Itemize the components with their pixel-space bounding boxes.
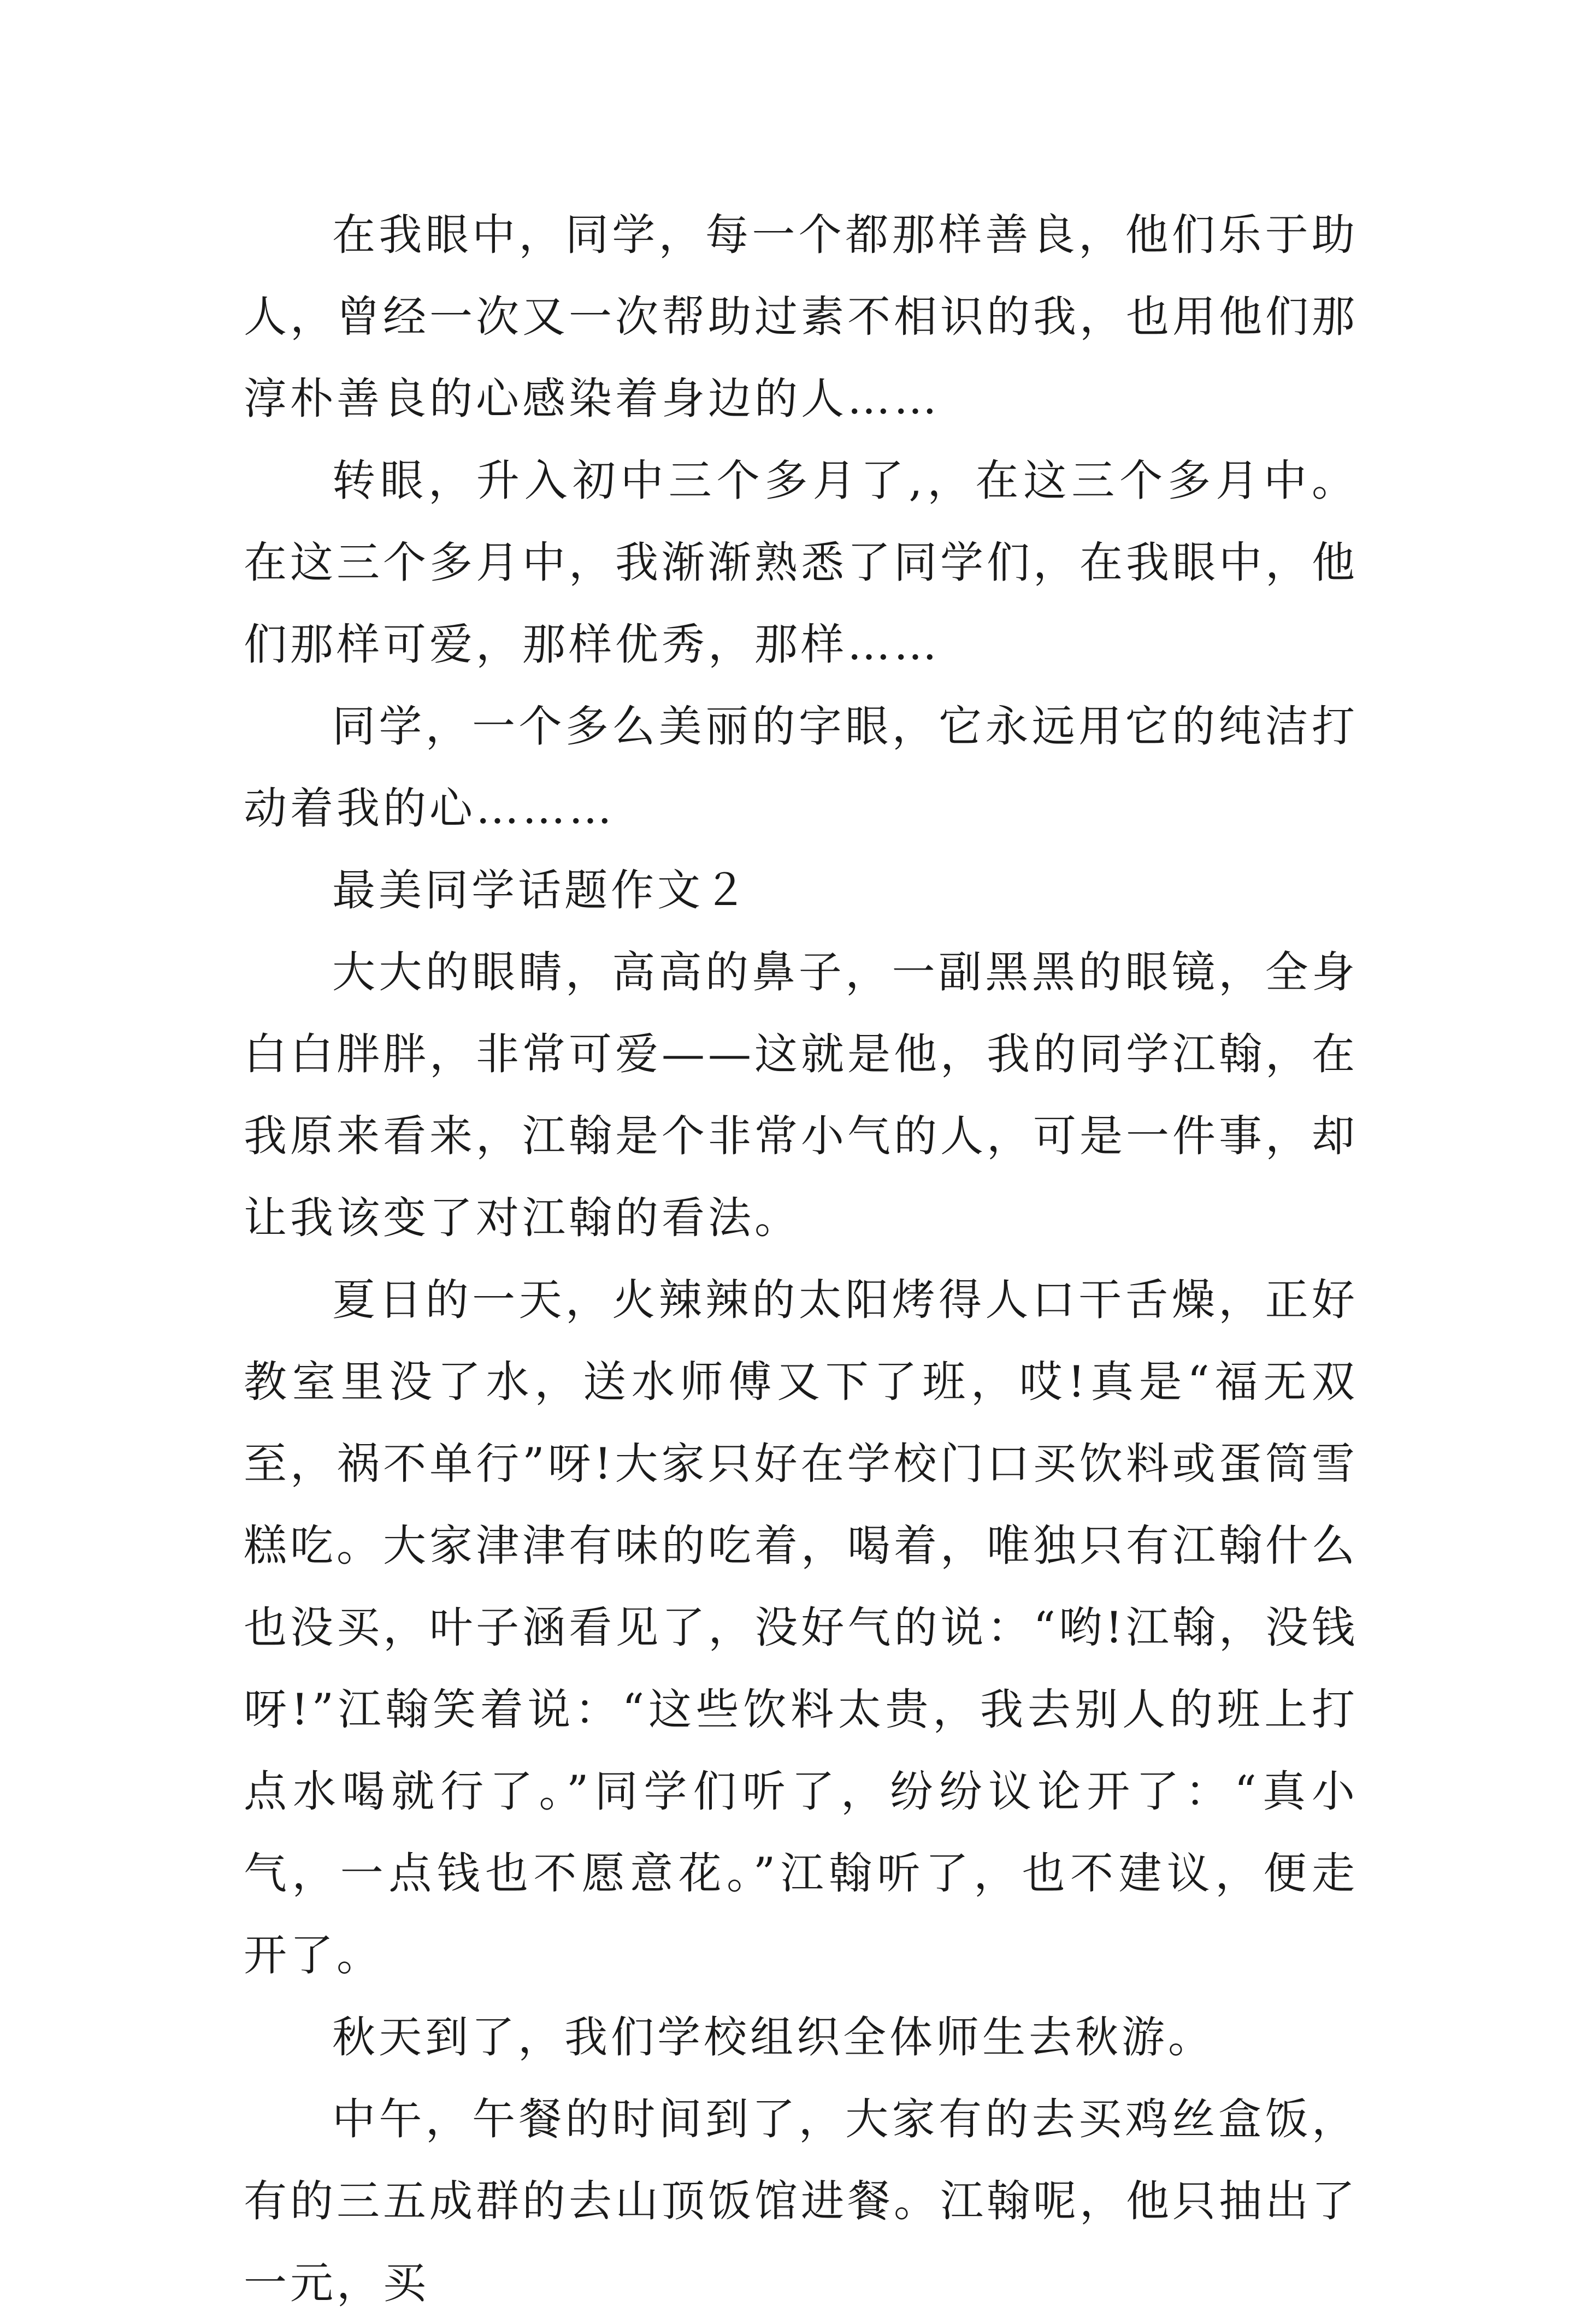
paragraph-1: 在我眼中，同学，每一个都那样善良，他们乐于助人，曾经一次又一次帮助过素不相识的我，也用他们那淳朴善良的心感染着身边的人……	[244, 210, 1358, 424]
paragraph-6: 秋天到了，我们学校组织全体师生去秋游。	[332, 2012, 1214, 2062]
paragraph-5: 夏日的一天，火辣辣的太阳烤得人口干舌燥，正好教室里没了水，送水师傅又下了班，哎!真是“福无双至，祸不单行”呀!大家只好在学校门口买饮料或蛋筒雪糕吃。大家津津有味的吃着，喝着，唯独只有江翰什么也没买，叶子涵看见了，没好气的说：“哟!江翰，没钱呀!”江翰笑着说：“这些饮料太贵，我去别人的班上打点水喝就行了。”同学们听了，纷纷议论开了：“真小气，一点钱也不愿意花。”江翰听了，也不建议，便走开了。	[244, 1275, 1358, 1980]
paragraph-2: 转眼，升入初中三个多月了,，在这三个多月中。在这三个多月中，我渐渐熟悉了同学们，在我眼中，他们那样可爱，那样优秀，那样……	[244, 456, 1358, 670]
paragraph-4: 大大的眼睛，高高的鼻子，一副黑黑的眼镜，全身白白胖胖，非常可爱——这就是他，我的同学江翰，在我原来看来，江翰是个非常小气的人，可是一件事，却让我该变了对江翰的看法。	[244, 947, 1358, 1243]
paragraph-3: 同学，一个多么美丽的字眼，它永远用它的纯洁打动着我的心………	[244, 701, 1358, 833]
section-heading: 最美同学话题作文２	[332, 865, 750, 915]
document-body	[244, 194, 1358, 2324]
paragraph-7: 中午，午餐的时间到了，大家有的去买鸡丝盒饭，有的三五成群的去山顶饭馆进餐。江翰呢，他只抽出了一元，买	[244, 2094, 1358, 2308]
